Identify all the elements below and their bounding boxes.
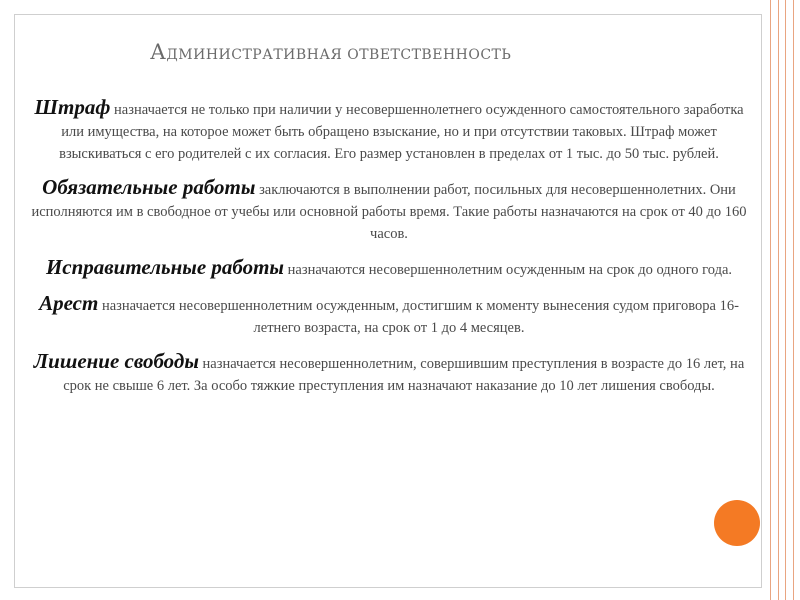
paragraph-imprisonment	[28, 350, 750, 397]
slide-title	[150, 40, 511, 64]
title-capital: А	[150, 40, 167, 64]
text-corrective-work: назначаются несовершеннолетним осужденным на срок до одного года.	[284, 262, 733, 278]
paragraph-fine	[28, 96, 750, 165]
term-fine: Штраф	[34, 95, 111, 119]
title-rest: ДМИНИСТРАТИВНАЯ ОТВЕТСТВЕННОСТЬ	[166, 47, 512, 63]
paragraph-arrest	[28, 292, 750, 339]
text-imprisonment: назначается несовершеннолетним, совершившим преступления в возрасте до 16 лет, на срок не свыше 6 лет. За особо тяжкие преступления им назначают наказание до 10 лет лишения свободы.	[63, 356, 745, 394]
term-mandatory-work: Обязательные работы	[42, 175, 256, 199]
term-corrective-work: Исправительные работы	[45, 255, 285, 279]
paragraph-corrective-work	[28, 256, 750, 281]
text-arrest: назначается несовершеннолетним осужденным, достигшим к моменту вынесения судом приговора 16-летнего возраста, на срок от 1 до 4 месяцев.	[98, 298, 739, 336]
term-imprisonment: Лишение свободы	[33, 349, 199, 373]
paragraph-mandatory-work	[28, 176, 750, 245]
orange-circle-decoration	[714, 500, 760, 546]
slide-content	[28, 96, 750, 408]
decorative-bar-inner	[778, 0, 786, 600]
text-fine: назначается не только при наличии у несовершеннолетнего осужденного самостоятельного заработка или имущества, на которое может быть обращено взыскание, но и при отсутствии таковых. Штраф может взыскиваться с его родителей с их согласия. Его размер установлен в пределах от 1 тыс. до 50 тыс. рублей.	[59, 102, 744, 162]
term-arrest: Арест	[39, 291, 99, 315]
text-mandatory-work: заключаются в выполнении работ, посильных для несовершеннолетних. Они исполняются им в свободное от учебы или основной работы время. Такие работы назначаются на срок от 40 до 160 часов.	[31, 182, 747, 242]
